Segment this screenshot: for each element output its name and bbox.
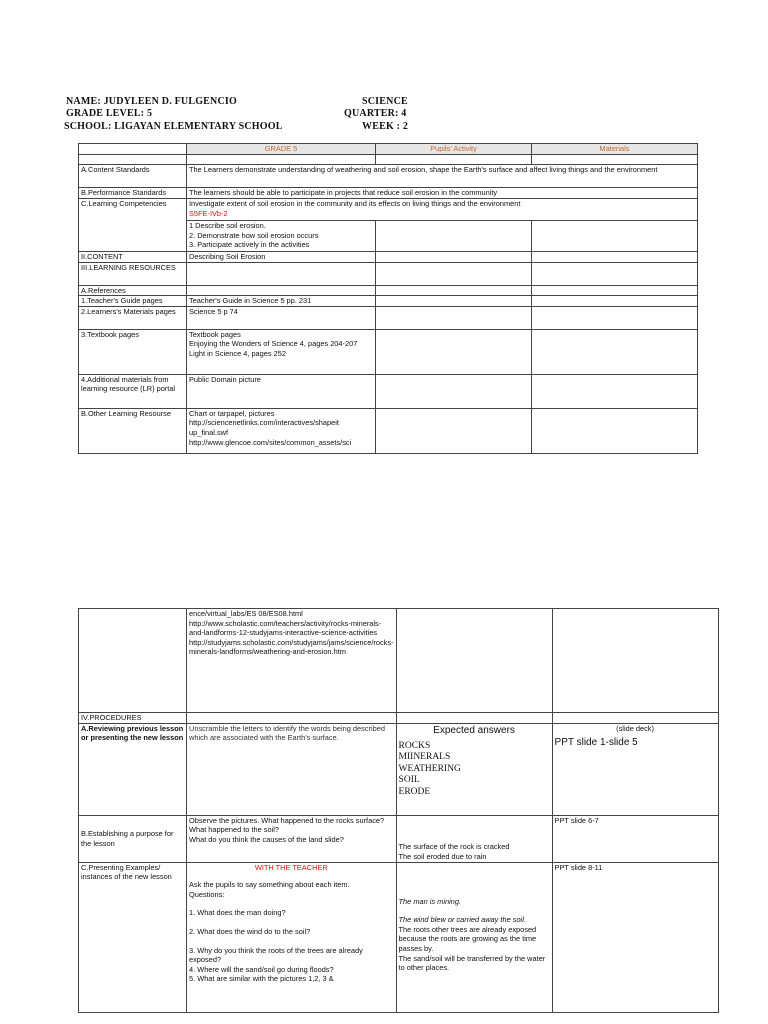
presenting-answer: The man is mining. <box>398 896 461 906</box>
resource-link[interactable]: ence/virtual_labs/ES 08/ES08.html <box>189 609 303 618</box>
answer-word: ERODE <box>398 786 431 797</box>
content-standards-text: The Learners demonstrate understanding of weathering and soil erosion, shape the Earth's surface and affect living things and the environment <box>187 165 698 188</box>
establishing-answer: The soil eroded due to rain <box>398 852 487 861</box>
col-header-materials: Materials <box>532 144 698 155</box>
school-name: SCHOOL: LIGAYAN ELEMENTARY SCHOOL <box>64 121 283 132</box>
presenting-question: 3. Why do you think the roots of the trees are already exposed? <box>189 945 363 965</box>
presenting-intro: Ask the pupils to say something about each item. <box>189 880 350 890</box>
objective-item: 2. Demonstrate how soil erosion occurs <box>189 230 319 240</box>
content-label: II.CONTENT <box>79 252 187 263</box>
slide-deck-title: (slide deck) <box>616 723 654 733</box>
table-row <box>79 609 719 713</box>
with-the-teacher: WITH THE TEACHER <box>254 862 328 872</box>
presenting-question: 1. What does the man doing? <box>189 908 286 918</box>
table-row <box>79 374 698 408</box>
table-row <box>79 165 698 188</box>
presenting-materials: PPT slide 8-11 <box>552 862 718 1012</box>
reviewing-label: A.Reviewing previous lesson or presenting the new lesson <box>79 723 187 815</box>
establishing-label: B.Establishing a purpose for the lesson <box>79 815 187 862</box>
table-row <box>79 285 698 296</box>
col-header-grade: GRADE 5 <box>187 144 376 155</box>
table-row <box>79 262 698 285</box>
establishing-question: Observe the pictures. What happened to the rocks surface? <box>189 815 385 825</box>
references-label: A.References <box>79 285 187 296</box>
establishing-answers-cell <box>396 815 552 862</box>
procedures-label: IV.PROCEDURES <box>79 713 187 724</box>
textbook-line: Textbook pages <box>189 329 241 339</box>
table-row <box>79 296 698 307</box>
presenting-answer: The roots other trees are already exposed because the roots are growing as the time passes by. <box>398 924 537 953</box>
teacher-name: NAME: JUDYLEEN D. FULGENCIO <box>66 96 237 107</box>
establishing-question: What do you think the causes of the land slide? <box>189 834 344 844</box>
presenting-question: 5. What are similar with the pictures 1,2, 3 & <box>189 974 334 984</box>
header-blank <box>79 144 187 155</box>
expected-answers-title: Expected answers <box>433 724 515 736</box>
learning-competencies-text: Investigate extent of soil erosion in the community and its effects on living things and the environment <box>189 199 521 208</box>
table-header-row <box>79 144 698 155</box>
presenting-questions-cell <box>187 862 397 1012</box>
table-row <box>79 723 719 815</box>
content-text: Describing Soil Erosion <box>187 252 376 263</box>
textbook-cell <box>187 329 376 374</box>
reviewing-materials-cell <box>552 723 718 815</box>
presenting-question: 2. What does the wind do to the soil? <box>189 926 311 936</box>
textbook-line: Enjoying the Wonders of Science 4, pages 204-207 <box>189 339 358 349</box>
other-resource-line: Chart or tarpapel, pictures <box>189 408 275 418</box>
learning-competencies-label: C.Learning Competencies <box>79 199 187 252</box>
additional-materials-text: Public Domain picture <box>187 374 376 408</box>
objective-item: 3. Participate actively in the activities <box>189 240 310 250</box>
presenting-label: C.Presenting Examples/ instances of the new lesson <box>79 862 187 1012</box>
answer-word: SOIL <box>398 775 420 786</box>
other-resource-link[interactable]: http://www.glencoe.com/sites/common_assets/sci <box>189 437 352 447</box>
establishing-questions-cell <box>187 815 397 862</box>
other-resource-label: B.Other Learning Resourse <box>79 408 187 453</box>
table-row <box>79 188 698 199</box>
lesson-plan-table-1 <box>78 143 698 454</box>
learners-materials-text: Science 5 p 74 <box>187 306 376 329</box>
objectives-cell <box>187 221 376 252</box>
table-row <box>79 306 698 329</box>
teachers-guide-text: Teacher's Guide in Science 5 pp. 231 <box>187 296 376 307</box>
subject: SCIENCE <box>362 96 408 107</box>
table-row <box>79 713 719 724</box>
performance-standards-label: B.Performance Standards <box>79 188 187 199</box>
answer-word: ROCKS <box>398 740 431 751</box>
teachers-guide-label: 1.Teacher's Guide pages <box>79 296 187 307</box>
content-standards-label: A.Content Standards <box>79 165 187 188</box>
col-header-activity: Pupils' Activity <box>376 144 532 155</box>
reviewing-instruction: Unscramble the letters to identify the words being described which are associated with the Earth's surface. <box>187 723 397 815</box>
establishing-materials: PPT slide 6-7 <box>552 815 718 862</box>
links-cell <box>187 609 397 713</box>
learning-competencies-cell <box>187 199 698 221</box>
quarter: QUARTER: 4 <box>344 108 407 119</box>
resource-link[interactable]: http://www.scholastic.com/teachers/activity/rocks-minerals-and-landforms-12-studyjams-interactive-science-activities <box>189 618 382 638</box>
table-row <box>79 815 719 862</box>
textbook-label: 3.Textbook pages <box>79 329 187 374</box>
reviewing-materials: PPT slide 1-slide 5 <box>554 737 638 749</box>
table-row <box>79 329 698 374</box>
competency-code: S5FE-IVb-2 <box>189 208 228 218</box>
presenting-question: 4. Where will the sand/soil go during floods? <box>189 964 334 974</box>
learning-resources-label: III.LEARNING RESOURCES <box>79 262 187 285</box>
resource-link[interactable]: http://studyjams.scholastic.com/studyjams/jams/science/rocks-minerals-landforms/weathering-and-erosion.htm <box>189 637 394 657</box>
other-resource-link[interactable]: http://sciencenetlinks.com/interactives/shapeit up_final.swf <box>189 418 339 437</box>
presenting-answer: The wind blew or carried away the soil. <box>398 915 526 925</box>
other-resource-cell <box>187 408 376 453</box>
presenting-answers-cell <box>396 862 552 1012</box>
table-row <box>79 155 698 165</box>
answer-word: MIINERALS <box>398 752 451 763</box>
grade-level: GRADE LEVEL: 5 <box>66 108 153 119</box>
performance-standards-text: The learners should be able to participate in projects that reduce soil erosion in the community <box>187 188 698 199</box>
textbook-line: Light in Science 4, pages 252 <box>189 348 286 358</box>
objective-item: 1 Describe soil erosion. <box>189 221 266 230</box>
table-row <box>79 199 698 221</box>
table-row <box>79 408 698 453</box>
table-row <box>79 252 698 263</box>
table-row <box>79 862 719 1012</box>
lesson-plan-table-2 <box>78 608 719 1013</box>
establishing-question: What happened to the soil? <box>189 825 279 835</box>
week: WEEK : 2 <box>362 121 409 132</box>
learners-materials-label: 2.Learners's Materials pages <box>79 306 187 329</box>
questions-label: Questions: <box>189 889 225 899</box>
additional-materials-label: 4.Additional materials from learning resource (LR) portal <box>79 374 187 408</box>
answer-word: WEATHERING <box>398 763 461 774</box>
presenting-answer: The sand/soil will be transferred by the water to other places. <box>398 953 546 973</box>
establishing-answer: The surface of the rock is cracked <box>398 842 510 852</box>
reviewing-answers-cell <box>396 723 552 815</box>
